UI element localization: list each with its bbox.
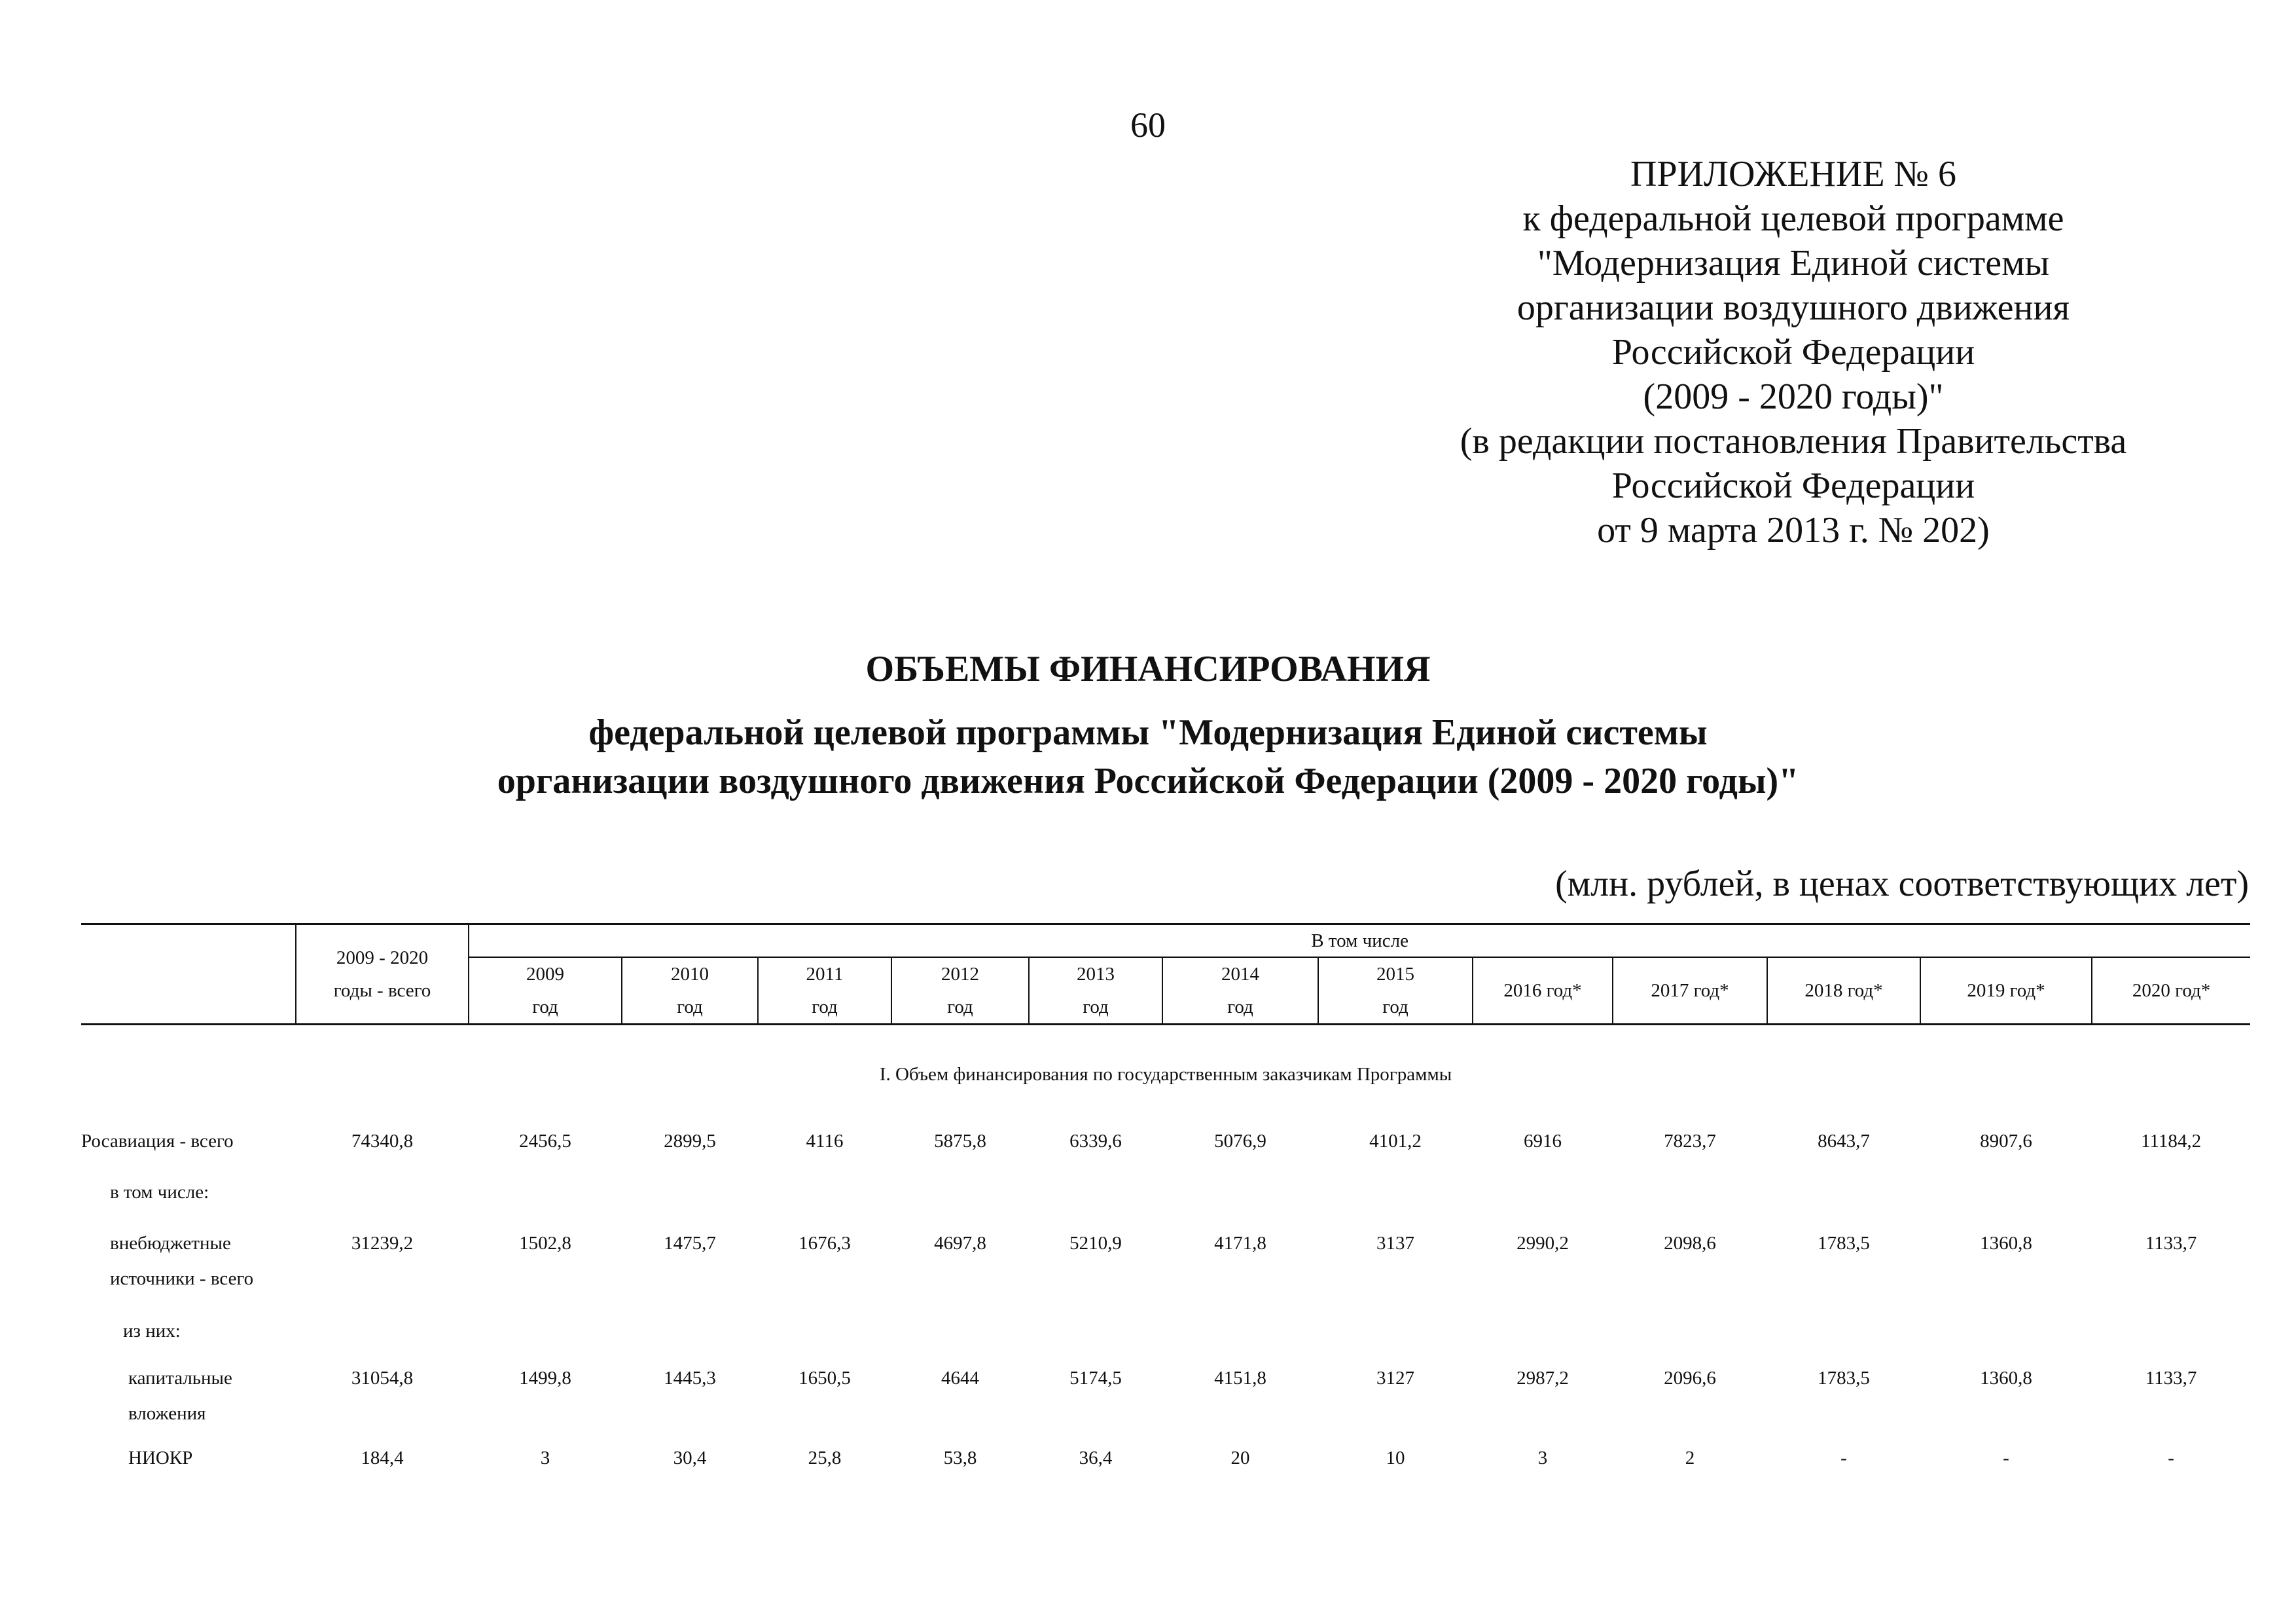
table-cell: 11184,2 bbox=[2141, 1131, 2202, 1152]
table-cell: 2990,2 bbox=[1516, 1233, 1569, 1254]
header-year-label: 2010 bbox=[671, 964, 709, 985]
header-year-suffix: год bbox=[947, 996, 973, 1017]
table-cell: 2096,6 bbox=[1664, 1368, 1716, 1389]
financing-table bbox=[81, 923, 2250, 1493]
header-year-8 bbox=[1613, 957, 1767, 1025]
table-cell: 25,8 bbox=[808, 1448, 842, 1468]
table-cell: 2899,5 bbox=[664, 1131, 716, 1152]
header-year-label: 2011 bbox=[806, 964, 844, 985]
header-total-line: 2009 - 2020 bbox=[336, 947, 429, 968]
header-year-suffix: год bbox=[812, 996, 838, 1017]
header-year-label: 2009 bbox=[526, 964, 564, 985]
table-cell: 7823,7 bbox=[1664, 1131, 1716, 1152]
table-cell bbox=[1162, 1313, 1318, 1360]
table-cell bbox=[891, 1313, 1029, 1360]
table-cell bbox=[1920, 1313, 2092, 1360]
table-cell: 36,4 bbox=[1079, 1448, 1113, 1468]
appendix-line: (в редакции постановления Правительства bbox=[1460, 421, 2127, 462]
header-year-label: 2013 bbox=[1077, 964, 1115, 985]
table-cell: 5875,8 bbox=[934, 1131, 986, 1152]
table-cell: 53,8 bbox=[943, 1448, 977, 1468]
header-year-label: 2018 год* bbox=[1804, 980, 1883, 1001]
table-cell: 5174,5 bbox=[1069, 1368, 1122, 1389]
header-year-11 bbox=[2092, 957, 2250, 1025]
header-year-1 bbox=[622, 957, 758, 1025]
table-cell: 2 bbox=[1685, 1448, 1695, 1468]
table-cell bbox=[1473, 1175, 1613, 1226]
table-cell bbox=[891, 1175, 1029, 1226]
header-year-suffix: год bbox=[677, 996, 703, 1017]
table-cell: 3 bbox=[540, 1448, 550, 1468]
header-year-label: 2014 bbox=[1221, 964, 1259, 985]
subtitle-line: организации воздушного движения Российской Федерации (2009 - 2020 годы)" bbox=[497, 761, 1799, 801]
table-cell: 31054,8 bbox=[351, 1368, 414, 1389]
table-cell bbox=[1318, 1313, 1473, 1360]
header-year-suffix: год bbox=[532, 996, 558, 1017]
table-cell bbox=[1613, 1175, 1767, 1226]
table-cell bbox=[2092, 1175, 2250, 1226]
table-row bbox=[81, 1313, 2250, 1360]
table-cell: 1475,7 bbox=[664, 1233, 716, 1254]
table-cell bbox=[1162, 1175, 1318, 1226]
appendix-line: "Модернизация Единой системы bbox=[1537, 243, 2050, 283]
header-year-6 bbox=[1318, 957, 1473, 1025]
table-cell: 31239,2 bbox=[351, 1233, 414, 1254]
units-note: (млн. рублей, в ценах соответствующих лет) bbox=[1555, 864, 2249, 904]
table-cell: 74340,8 bbox=[351, 1131, 414, 1152]
document-title: ОБЪЕМЫ ФИНАНСИРОВАНИЯ bbox=[865, 649, 1431, 689]
header-year-label: 2017 год* bbox=[1651, 980, 1729, 1001]
table-row bbox=[81, 1175, 2250, 1226]
table-cell: 1676,3 bbox=[798, 1233, 851, 1254]
row-label-line: источники - всего bbox=[110, 1268, 254, 1289]
row-label-line: внебюджетные bbox=[110, 1233, 231, 1254]
row-label: Росавиация - всего bbox=[81, 1131, 234, 1152]
table-cell: 6916 bbox=[1524, 1131, 1562, 1152]
table-cell: 2098,6 bbox=[1664, 1233, 1716, 1254]
header-label-column bbox=[81, 924, 296, 1025]
table-cell: 4101,2 bbox=[1369, 1131, 1422, 1152]
header-year-label: 2015 bbox=[1376, 964, 1414, 985]
header-year-3 bbox=[891, 957, 1029, 1025]
header-total bbox=[296, 924, 469, 1025]
table-cell bbox=[1767, 1313, 1920, 1360]
header-year-5 bbox=[1162, 957, 1318, 1025]
appendix-line: от 9 марта 2013 г. № 202) bbox=[1597, 510, 1990, 551]
table-cell bbox=[1029, 1175, 1162, 1226]
header-year-10 bbox=[1920, 957, 2092, 1025]
appendix-line: Российской Федерации bbox=[1611, 465, 1975, 506]
table-cell bbox=[758, 1313, 891, 1360]
subtitle-line: федеральной целевой программы "Модернизация Единой системы bbox=[588, 712, 1708, 753]
row-label: НИОКР bbox=[128, 1448, 193, 1468]
table-cell: 1499,8 bbox=[519, 1368, 571, 1389]
table-cell bbox=[296, 1313, 469, 1360]
header-year-0 bbox=[469, 957, 622, 1025]
table-cell: - bbox=[1840, 1448, 1847, 1468]
row-label bbox=[81, 1226, 296, 1313]
table-cell: 184,4 bbox=[361, 1448, 404, 1468]
table-cell: 1133,7 bbox=[2145, 1368, 2197, 1389]
table-cell: 8643,7 bbox=[1818, 1131, 1870, 1152]
table-cell: 6339,6 bbox=[1069, 1131, 1122, 1152]
row-label-line: вложения bbox=[128, 1403, 206, 1424]
table-cell bbox=[1613, 1313, 1767, 1360]
table-cell: 10 bbox=[1386, 1448, 1405, 1468]
table-cell bbox=[1318, 1175, 1473, 1226]
table-cell: 5210,9 bbox=[1069, 1233, 1122, 1254]
table-cell bbox=[1029, 1313, 1162, 1360]
table-row bbox=[81, 1360, 2250, 1440]
table-cell: - bbox=[2003, 1448, 2009, 1468]
header-year-label: 2020 год* bbox=[2132, 980, 2211, 1001]
table-cell: 4151,8 bbox=[1214, 1368, 1266, 1389]
table-cell: 3127 bbox=[1376, 1368, 1414, 1389]
header-year-7 bbox=[1473, 957, 1613, 1025]
table-cell bbox=[2092, 1313, 2250, 1360]
document-subtitle bbox=[0, 708, 2296, 805]
table-cell: 30,4 bbox=[673, 1448, 707, 1468]
appendix-line: Российской Федерации bbox=[1611, 332, 1975, 373]
table-cell: - bbox=[2168, 1448, 2174, 1468]
table-cell: 20 bbox=[1230, 1448, 1250, 1468]
table-cell bbox=[469, 1313, 622, 1360]
appendix-line: ПРИЛОЖЕНИЕ № 6 bbox=[1630, 154, 1956, 194]
header-year-label: 2016 год* bbox=[1503, 980, 1582, 1001]
page-number: 60 bbox=[1130, 105, 1166, 145]
table-cell bbox=[1920, 1175, 2092, 1226]
table-cell: 1650,5 bbox=[798, 1368, 851, 1389]
header-year-9 bbox=[1767, 957, 1920, 1025]
table-cell: 1445,3 bbox=[664, 1368, 716, 1389]
table-cell bbox=[1767, 1175, 1920, 1226]
table-cell: 4116 bbox=[806, 1131, 844, 1152]
table-cell: 1783,5 bbox=[1818, 1368, 1870, 1389]
table-cell bbox=[758, 1175, 891, 1226]
table-cell bbox=[622, 1175, 758, 1226]
table-row bbox=[81, 1226, 2250, 1313]
section-title: I. Объем финансирования по государственным заказчикам Программы bbox=[879, 1063, 1452, 1085]
header-total-line: годы - всего bbox=[333, 980, 431, 1001]
table-cell bbox=[296, 1175, 469, 1226]
header-year-suffix: год bbox=[1227, 996, 1253, 1017]
table-cell: 1502,8 bbox=[519, 1233, 571, 1254]
table-row bbox=[81, 1123, 2250, 1175]
header-year-label: 2019 год* bbox=[1967, 980, 2045, 1001]
appendix-line: (2009 - 2020 годы)" bbox=[1643, 376, 1944, 417]
table-cell: 8907,6 bbox=[1980, 1131, 2032, 1152]
table-cell: 4697,8 bbox=[934, 1233, 986, 1254]
table-cell bbox=[1473, 1313, 1613, 1360]
table-cell: 1360,8 bbox=[1980, 1233, 2032, 1254]
header-year-label: 2012 bbox=[941, 964, 979, 985]
row-label bbox=[81, 1360, 296, 1440]
table-cell: 1783,5 bbox=[1818, 1233, 1870, 1254]
table-cell: 1360,8 bbox=[1980, 1368, 2032, 1389]
header-year-suffix: год bbox=[1382, 996, 1408, 1017]
row-label: из них: bbox=[123, 1321, 181, 1341]
header-year-4 bbox=[1029, 957, 1162, 1025]
row-label-line: капитальные bbox=[128, 1368, 232, 1389]
table-cell: 4171,8 bbox=[1214, 1233, 1266, 1254]
row-label: в том числе: bbox=[110, 1182, 209, 1203]
table-row bbox=[81, 1440, 2250, 1493]
appendix-line: к федеральной целевой программе bbox=[1522, 198, 2064, 239]
table-cell bbox=[622, 1313, 758, 1360]
table-cell: 1133,7 bbox=[2145, 1233, 2197, 1254]
table-cell bbox=[469, 1175, 622, 1226]
table-cell: 4644 bbox=[941, 1368, 979, 1389]
table-cell: 3137 bbox=[1376, 1233, 1414, 1254]
table-cell: 3 bbox=[1537, 1448, 1548, 1468]
table-cell: 2987,2 bbox=[1516, 1368, 1569, 1389]
header-group: В том числе bbox=[469, 924, 2250, 958]
header-year-2 bbox=[758, 957, 891, 1025]
appendix-header bbox=[1427, 152, 2160, 553]
table-cell: 2456,5 bbox=[519, 1131, 571, 1152]
header-year-suffix: год bbox=[1083, 996, 1109, 1017]
appendix-line: организации воздушного движения bbox=[1516, 287, 2070, 328]
table-cell: 5076,9 bbox=[1214, 1131, 1266, 1152]
